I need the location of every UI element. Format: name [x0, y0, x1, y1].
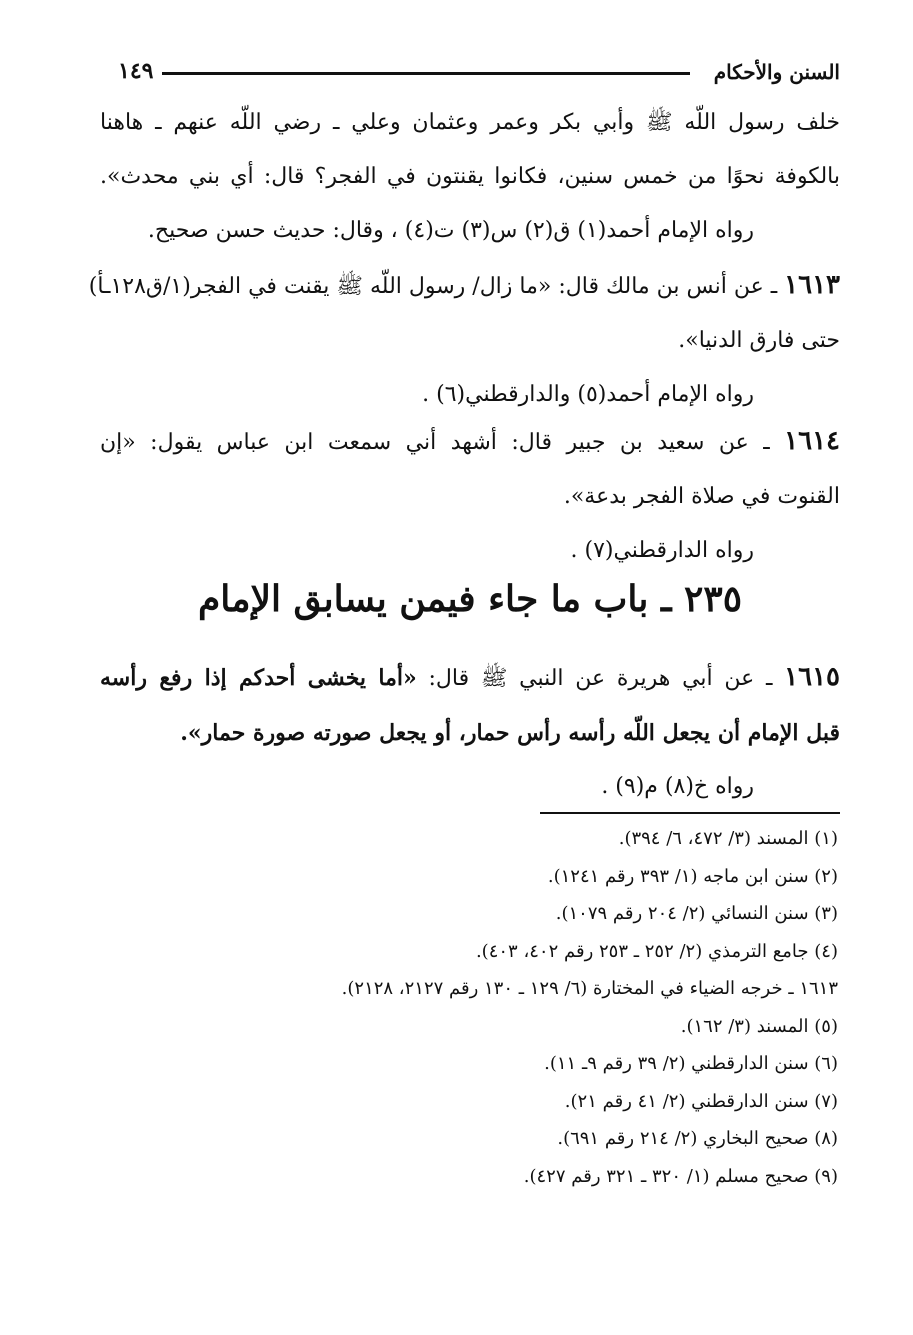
- footnote: (٦) سنن الدارقطني (٢/ ٣٩ رقم ٩ـ ١١).: [544, 1053, 838, 1074]
- text-line: حتى فارق الدنيا».: [678, 328, 840, 353]
- hadith-number: ١٦١٥: [784, 662, 840, 692]
- footnote: (٢) سنن ابن ماجه (١/ ٣٩٣ رقم ١٢٤١).: [547, 865, 838, 887]
- hadith-text: ـ عن أبي هريرة عن النبي ﷺ قال:: [416, 666, 785, 691]
- hadith-quote: «أما يخشى أحدكم إذا رفع رأسه: [100, 665, 417, 691]
- chapter-heading: ٢٣٥ ـ باب ما جاء فيمن يسابق الإمام: [197, 578, 743, 620]
- source-line: رواه الدارقطني(٧) .: [570, 538, 754, 563]
- text-line: القنوت في صلاة الفجر بدعة».: [563, 484, 840, 509]
- hadith-quote-line: قبل الإمام أن يجعل اللّه رأسه رأس حمار، أو يجعل صورته صورة حمار».: [180, 720, 840, 746]
- footnote-separator: [540, 812, 840, 814]
- hadith-number: ١٦١٣: [784, 270, 840, 300]
- footnote: ١٦١٣ ـ خرجه الضياء في المختارة (٦/ ١٢٩ ـ ١٣٠ رقم ٢١٢٧، ٢١٢٨).: [341, 978, 838, 999]
- header-rule: [162, 72, 690, 75]
- hadith-1613: [0, 258, 840, 422]
- footnote: (٣) سنن النسائي (٢/ ٢٠٤ رقم ١٠٧٩).: [555, 903, 838, 924]
- footnote: (٤) جامع الترمذي (٢/ ٢٥٢ ـ ٢٥٣ رقم ٤٠٢، ٤٠٣).: [475, 940, 838, 962]
- source-line: رواه خ(٨) م(٩) .: [601, 774, 754, 799]
- footnote: (١) المسند (٣/ ٤٧٢، ٦/ ٣٩٤).: [618, 828, 838, 849]
- hadith-1614: [100, 414, 840, 578]
- hadith-text: ـ عن سعيد بن جبير قال: أشهد أني سمعت ابن عباس يقول: «إن: [100, 430, 785, 455]
- hadith-1615: [100, 650, 840, 814]
- text-line: بالكوفة نحوًا من خمس سنين، فكانوا يقنتون في الفجر؟ قال: أي بني محدث».: [100, 164, 840, 189]
- running-title: السنن والأحكام: [713, 60, 840, 84]
- hadith-number: ١٦١٤: [784, 426, 840, 456]
- footnote: (٧) سنن الدارقطني (٢/ ٤١ رقم ٢١).: [564, 1090, 838, 1112]
- footnotes: [120, 820, 838, 1195]
- paragraph-continuation: [100, 96, 840, 258]
- footnote: (٥) المسند (٣/ ١٦٢).: [680, 1015, 838, 1037]
- page-number: ١٤٩: [118, 58, 154, 84]
- footnote: (٨) صحيح البخاري (٢/ ٢١٤ رقم ٦٩١).: [557, 1128, 838, 1149]
- source-line: رواه الإمام أحمد(١) ق(٢) س(٣) ت(٤) ، وقال: حديث حسن صحيح.: [147, 218, 754, 243]
- footnote: (٩) صحيح مسلم (١/ ٣٢٠ ـ ٣٢١ رقم ٤٢٧).: [523, 1165, 838, 1187]
- text-line: خلف رسول اللّه ﷺ وأبي بكر وعمر وعثمان وعلي ـ رضي اللّه عنهم ـ هاهنا: [100, 110, 840, 135]
- source-line: رواه الإمام أحمد(٥) والدارقطني(٦) .: [422, 382, 754, 407]
- hadith-text: ـ عن أنس بن مالك قال: «ما زال/ رسول اللّه ﷺ يقنت في الفجر(١/ق١٢٨ـأ): [88, 274, 785, 299]
- page-header: [118, 56, 840, 90]
